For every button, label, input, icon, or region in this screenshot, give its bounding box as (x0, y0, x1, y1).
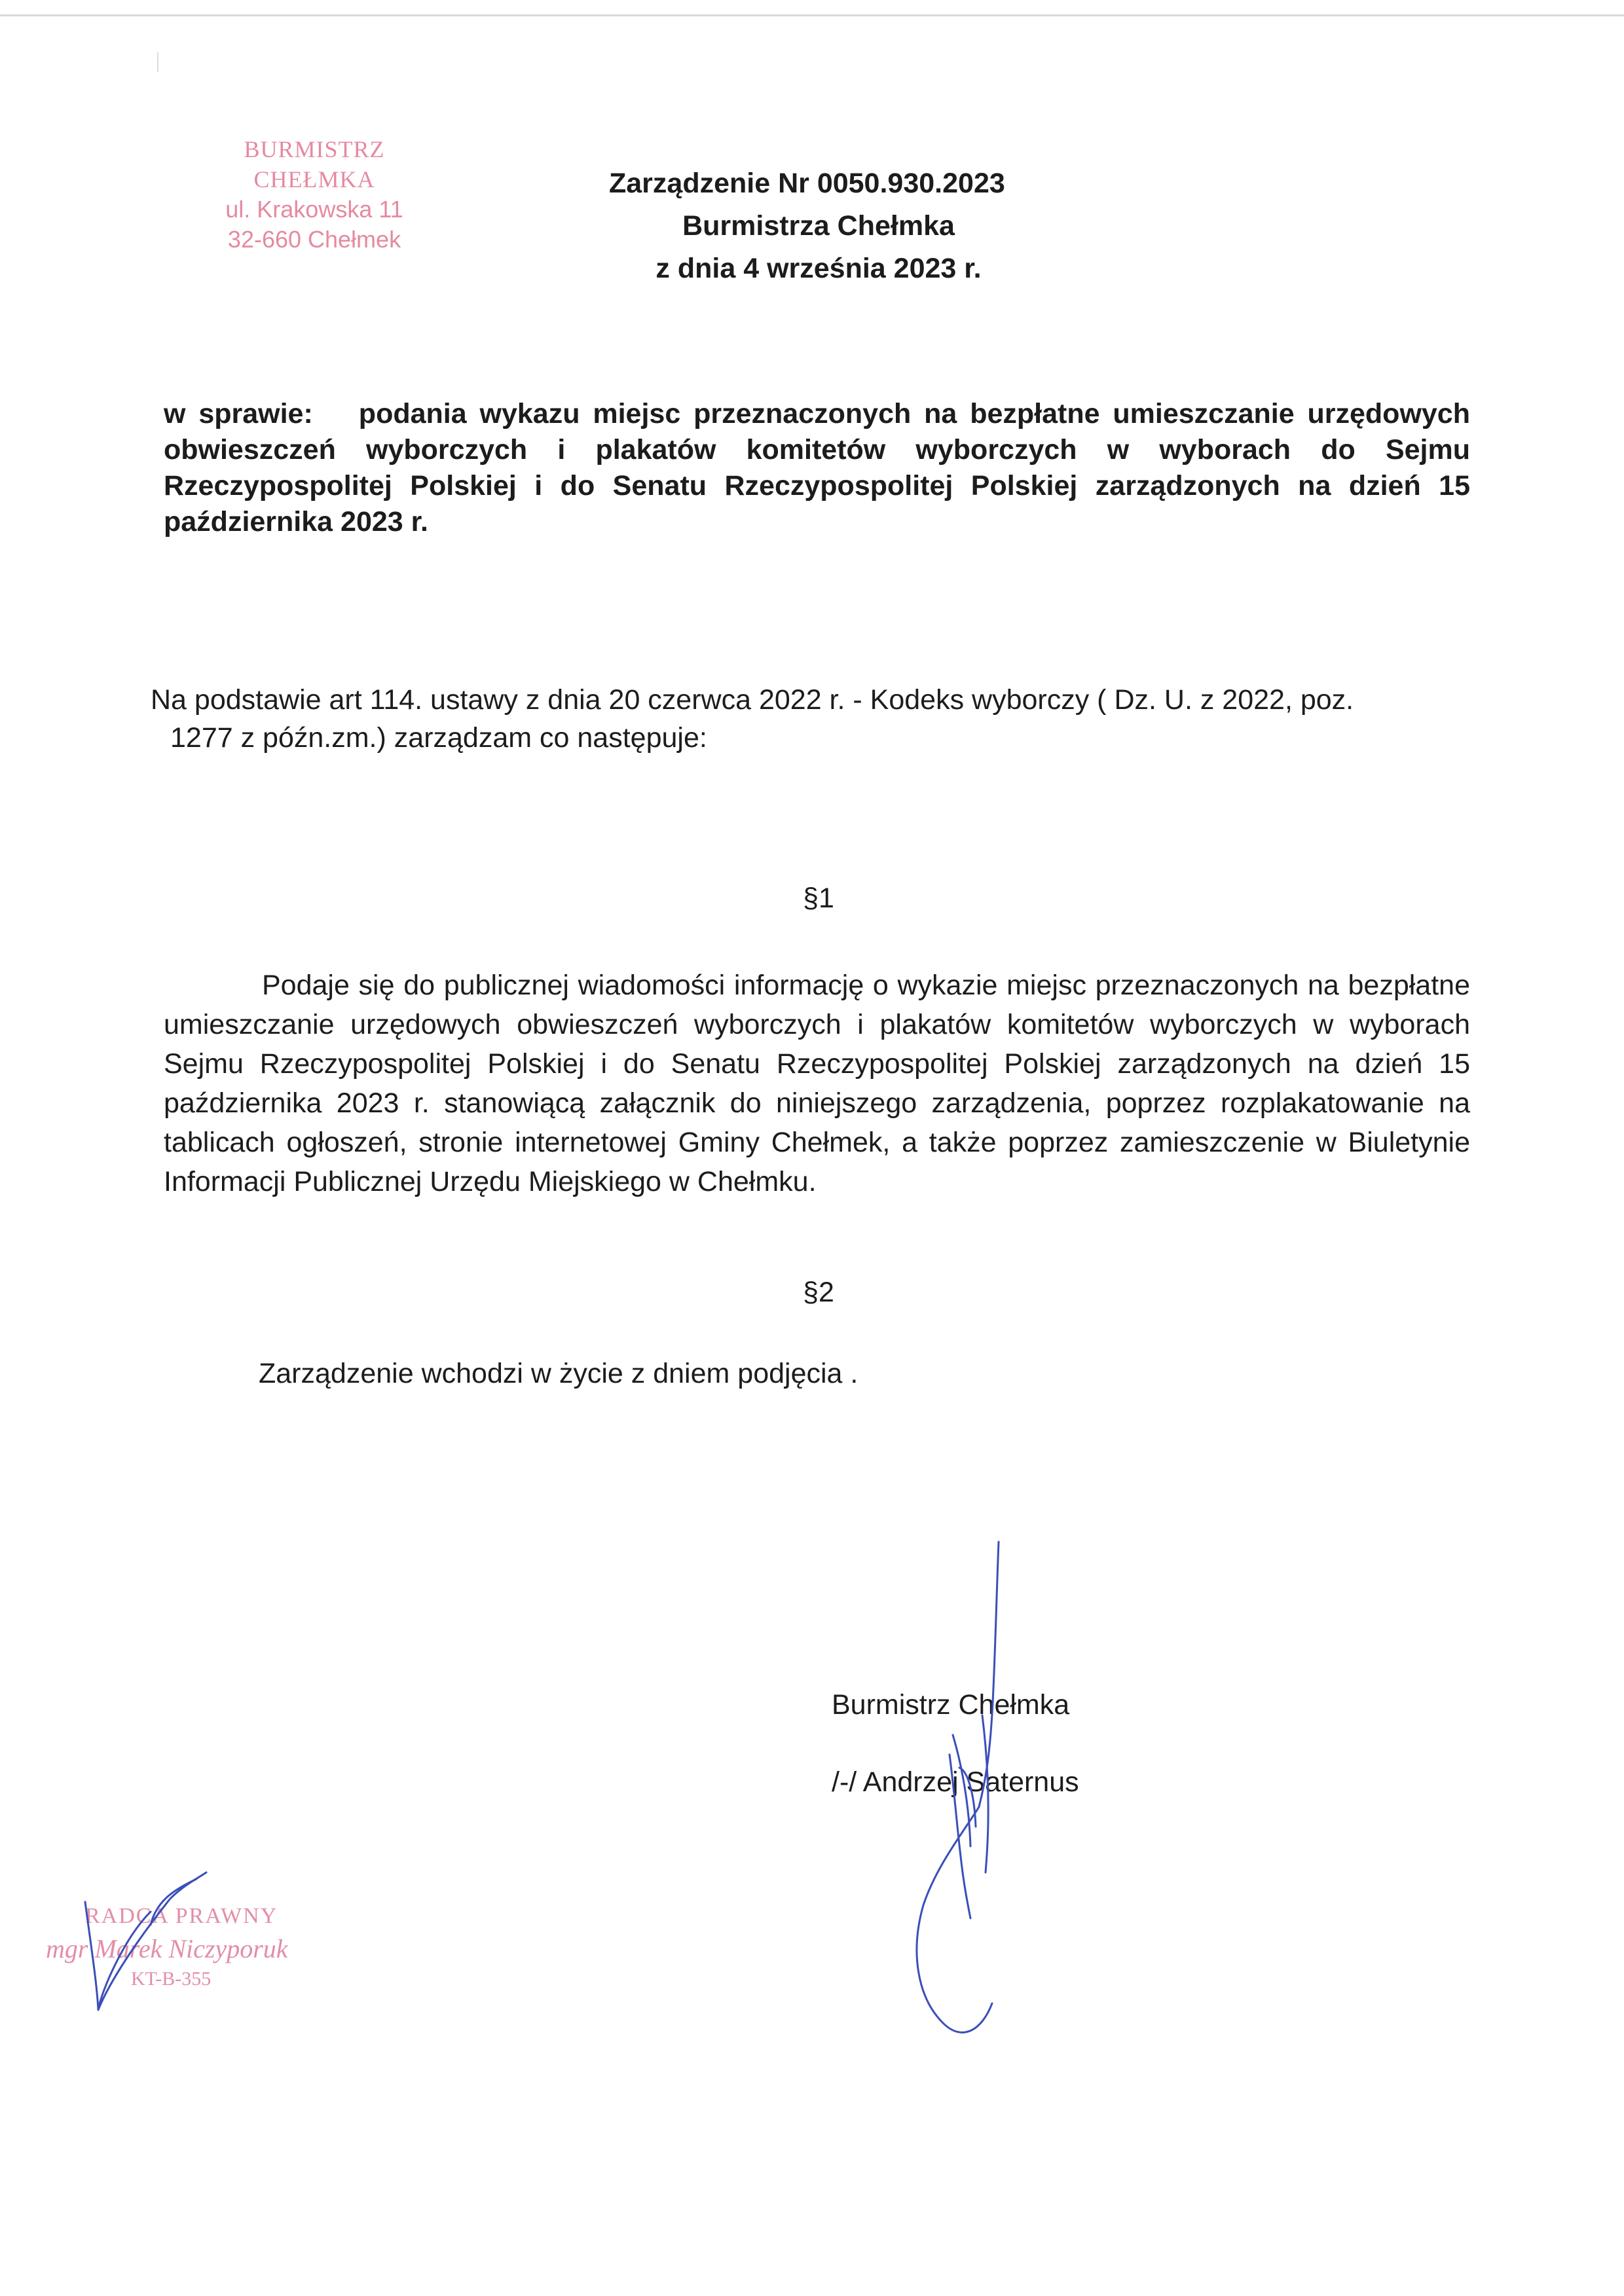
scan-artifact (157, 52, 168, 72)
scan-edge-line (0, 14, 1624, 16)
subject-label: w sprawie: (164, 398, 313, 429)
ordinance-number: Zarządzenie Nr 0050.930.2023 (609, 168, 1005, 199)
section-1-text: Podaje się do publicznej wiadomości informację o wykazie miejsc przeznaczonych na bezpłatne umieszczanie urzędowych obwieszczeń wyborczych i plakatów komitetów wyborczych w wyborach Sejmu Rzeczypospolitej Polskiej i do Senatu Rzeczypospolitej Polskiej zarządzonych na dzień 15 października 2023 r. stanowiącą załącznik do niniejszego zarządzenia, poprzez rozplakatowanie na tablicach ogłoszeń, stronie internetowej Gminy Chełmek, a także poprzez zamieszczenie w Biuletynie Informacji Publicznej Urzędu Miejskiego w Chełmku. (164, 970, 1470, 1197)
signature-block (832, 1666, 1079, 1821)
signature-name: /-/ Andrzej Saternus (832, 1766, 1079, 1798)
section-2-mark: §2 (803, 1277, 834, 1308)
legal-counsel-code: KT-B-355 (131, 1968, 212, 1990)
issuer: Burmistrza Chełmka (682, 210, 955, 242)
issue-date: z dnia 4 września 2023 r. (655, 253, 982, 284)
section-1-mark: §1 (803, 883, 834, 914)
mayor-address-stamp (196, 134, 432, 255)
stamp-city: 32-660 Chełmek (227, 226, 401, 253)
legal-basis-line1: Na podstawie art 114. ustawy z dnia 20 czerwca 2022 r. - Kodeks wyborczy ( Dz. U. z 2022, poz. (151, 684, 1354, 716)
subject-text: podania wykazu miejsc przeznaczonych na bezpłatne umieszczanie urzędowych obwieszczeń wyborczych i plakatów komitetów wyborczych w wyborach do Sejmu Rzeczypospolitej Polskiej i do Senatu Rzeczypospolitej Polskiej zarządzonych na dzień 15 października 2023 r. (164, 398, 1470, 538)
section-2-text: Zarządzenie wchodzi w życie z dniem podjęcia . (259, 1358, 858, 1389)
legal-counsel-stamp (46, 1902, 334, 1991)
stamp-title: BURMISTRZ CHEŁMKA (244, 136, 385, 192)
legal-basis-line2: 1277 z późn.zm.) zarządzam co następuje: (170, 722, 707, 754)
signature-role: Burmistrz Chełmka (832, 1689, 1070, 1721)
document-header (557, 162, 1080, 290)
subject-paragraph (164, 396, 1470, 540)
legal-counsel-title: RADCA PRAWNY (85, 1904, 278, 1928)
legal-basis (151, 681, 1467, 757)
legal-counsel-name: mgr Marek Niczyporuk (46, 1934, 288, 1963)
stamp-street: ul. Krakowska 11 (225, 196, 403, 223)
